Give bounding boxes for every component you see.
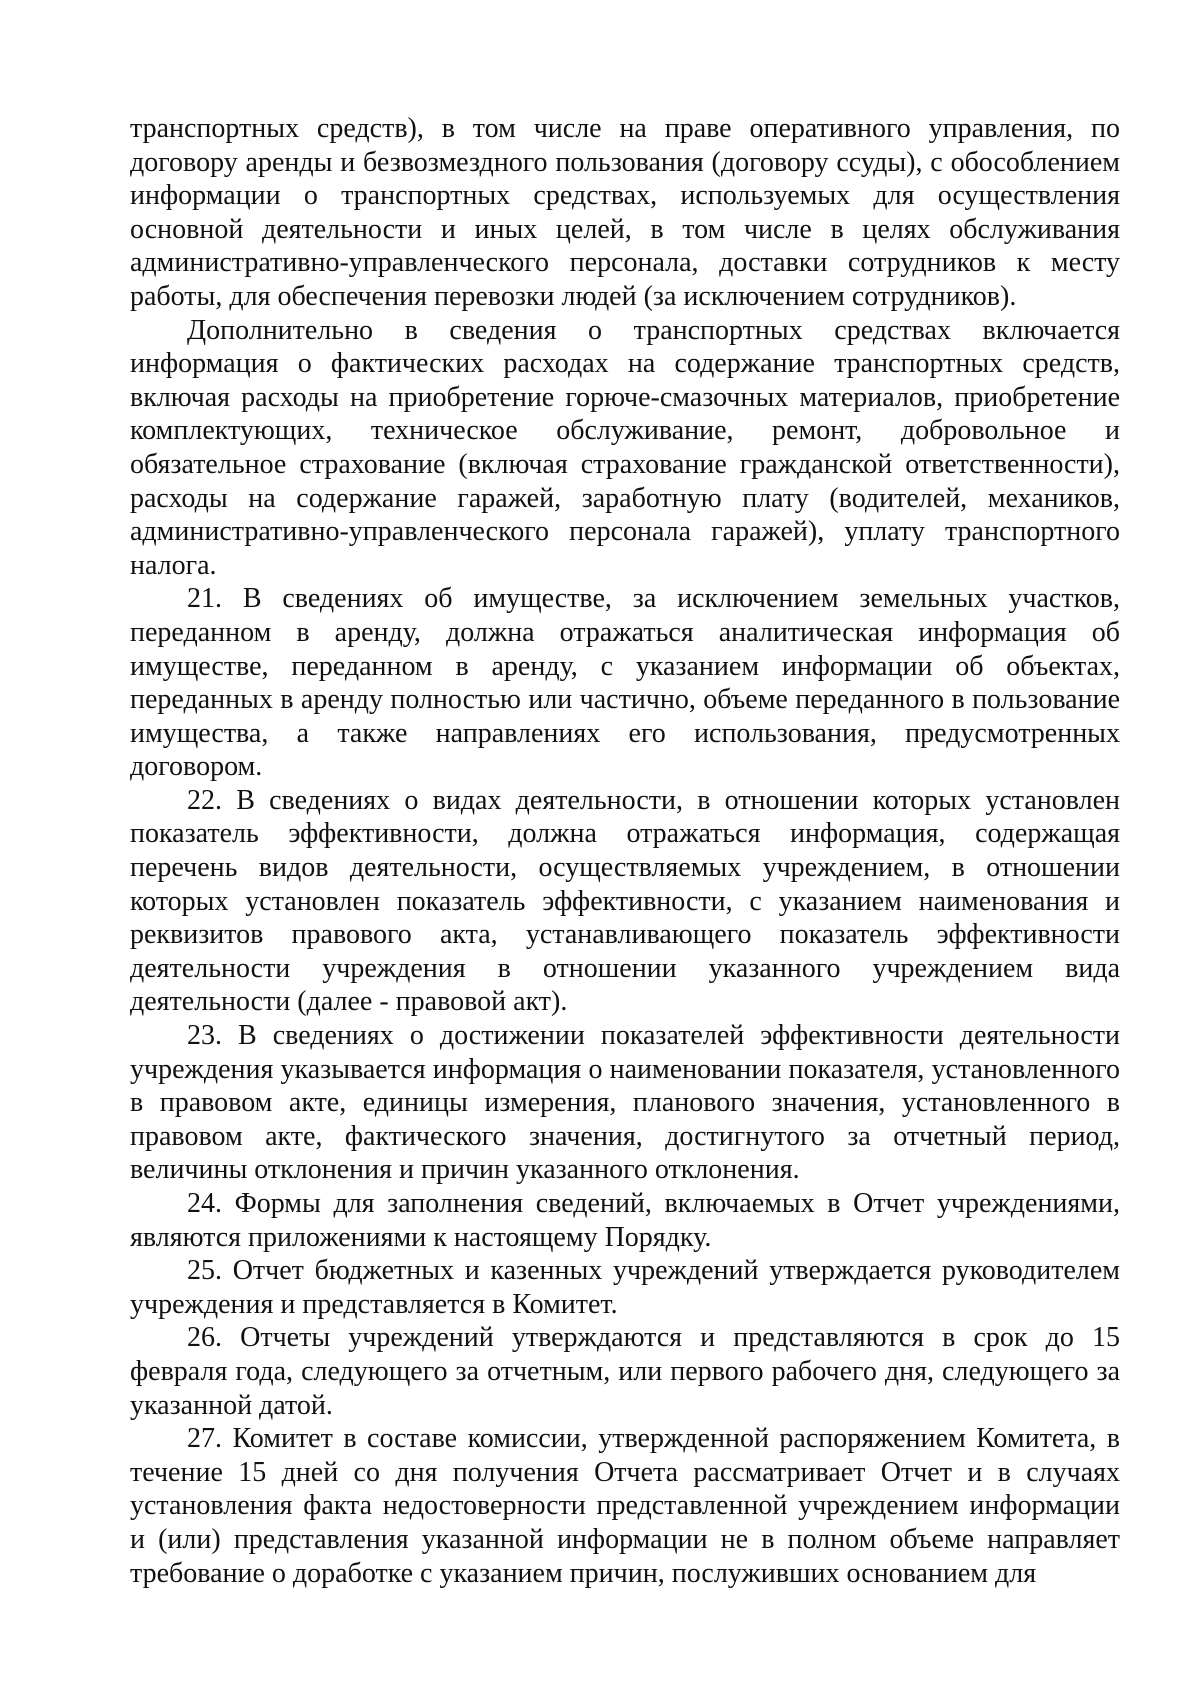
document-page xyxy=(130,112,1120,1590)
paragraph-item-27: 27. Комитет в составе комиссии, утвержденной распоряжением Комитета, в течение 15 дней со дня получения Отчета рассматривает Отчет и в случаях установления факта недостоверности представленной учреждением информации и (или) представления указанной информации не в полном объеме направляет требование о доработке с указанием причин, послуживших основанием для xyxy=(130,1423,1120,1589)
paragraph-item-21: 21. В сведениях об имуществе, за исключением земельных участков, переданном в аренду, должна отражаться аналитическая информация об имуществе, переданном в аренду, с указанием информации об объектах, переданных в аренду полностью или частично, объеме переданного в пользование имущества, а также направлениях его использования, предусмотренных договором. xyxy=(130,583,1120,783)
paragraph-item-24: 24. Формы для заполнения сведений, включаемых в Отчет учреждениями, являются приложениями к настоящему Порядку. xyxy=(130,1188,1120,1253)
paragraph-transport-continuation: транспортных средств), в том числе на праве оперативного управления, по договору аренды и безвозмездного пользования (договору ссуды), с обособлением информации о транспортных средствах, используемых для осуществления основной деятельности и иных целей, в том числе в целях обслуживания административно-управленческого персонала, доставки сотрудников к месту работы, для обеспечения перевозки людей (за исключением сотрудников). xyxy=(130,113,1120,312)
paragraph-item-22: 22. В сведениях о видах деятельности, в отношении которых установлен показатель эффективности, должна отражаться информация, содержащая перечень видов деятельности, осуществляемых учреждением, в отношении которых установлен показатель эффективности, с указанием наименования и реквизитов правового акта, устанавливающего показатель эффективности деятельности учреждения в отношении указанного учреждением вида деятельности (далее - правовой акт). xyxy=(130,784,1120,1018)
paragraph-item-23: 23. В сведениях о достижении показателей эффективности деятельности учреждения указывается информация о наименовании показателя, установленного в правовом акте, единицы измерения, планового значения, установленного в правовом акте, фактического значения, достигнутого за отчетный период, величины отклонения и причин указанного отклонения. xyxy=(130,1020,1120,1186)
paragraph-transport-expenses: Дополнительно в сведения о транспортных средствах включается информация о фактических расходах на содержание транспортных средств, включая расходы на приобретение горюче-смазочных материалов, приобретение комплектующих, техническое обслуживание, ремонт, добровольное и обязательное страхование (включая страхование гражданской ответственности), расходы на содержание гаражей, заработную плату (водителей, механиков, административно-управленческого персонала гаражей), уплату транспортного налога. xyxy=(130,314,1120,581)
paragraph-item-25: 25. Отчет бюджетных и казенных учреждений утверждается руководителем учреждения и представляется в Комитет. xyxy=(130,1255,1120,1320)
paragraph-item-26: 26. Отчеты учреждений утверждаются и представляются в срок до 15 февраля года, следующего за отчетным, или первого рабочего дня, следующего за указанной датой. xyxy=(130,1322,1120,1421)
